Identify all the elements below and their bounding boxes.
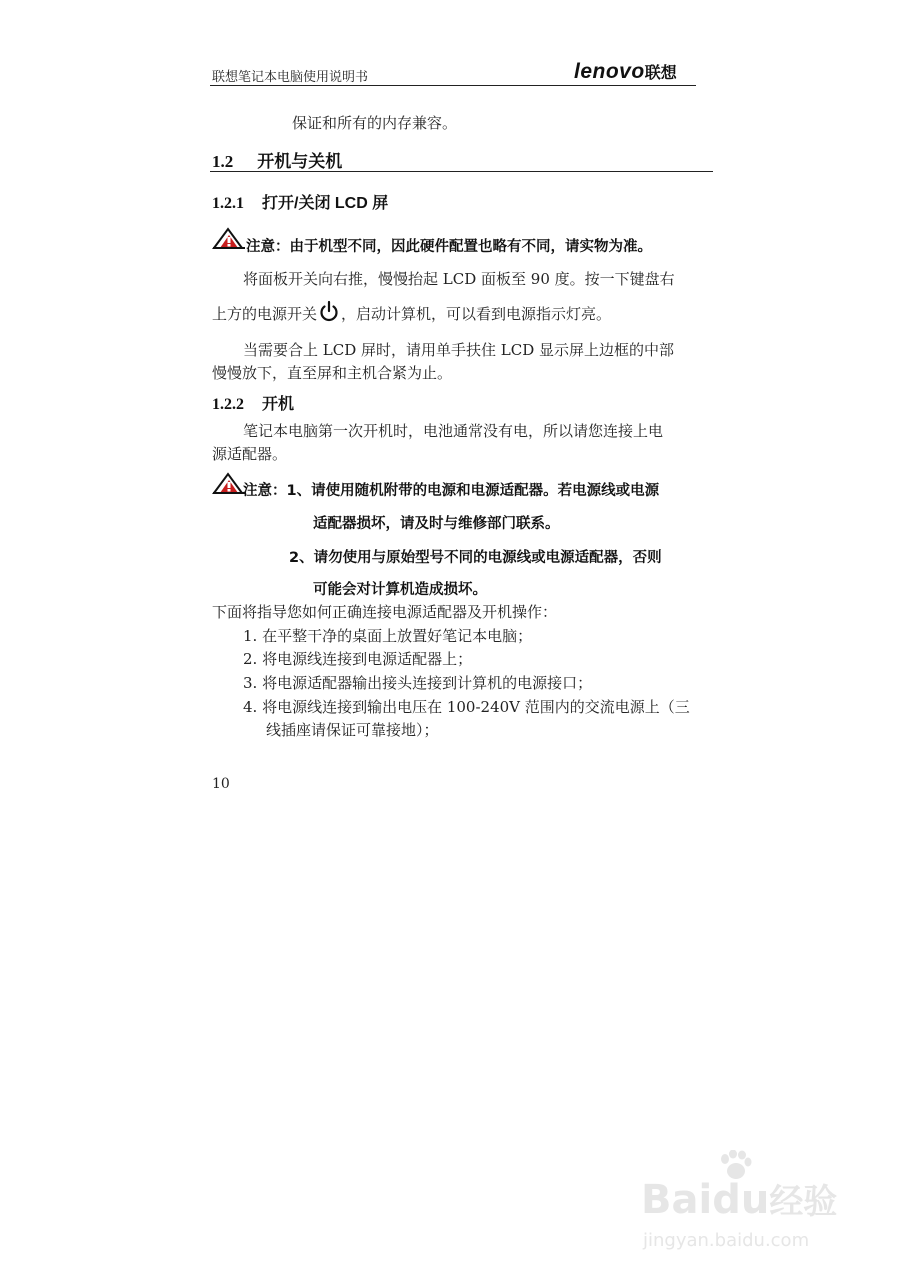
step-2: 2. 将电源线连接到电源适配器上； [243, 650, 473, 668]
note-2-line-2: 适配器损坏，请及时与维修部门联系。 [313, 516, 560, 532]
step-3: 3. 将电源适配器输出接头连接到计算机的电源接口； [243, 674, 593, 692]
paragraph-1-line-1: 将面板开关向右推，慢慢抬起 LCD 面板至 90 度。按一下键盘右 [243, 270, 675, 288]
paragraph-2-line-2: 慢慢放下，直至屏和主机合紧为止。 [212, 364, 453, 382]
note-2-line-4: 可能会对计算机造成损坏。 [313, 582, 487, 598]
baidu-brand-cn: 经验 [769, 1182, 838, 1222]
paragraph-3-line-2: 源适配器。 [212, 445, 288, 463]
running-header-title: 联想笔记本电脑使用说明书 [212, 70, 369, 85]
note-2-line-3: 2、请勿使用与原始型号不同的电源线或电源适配器，否则 [289, 550, 662, 566]
power-icon [318, 300, 340, 322]
subsection-number-1: 1.2.1 [212, 195, 244, 212]
baidu-watermark [641, 1150, 861, 1260]
steps-intro: 下面将指导您如何正确连接电源适配器及开机操作： [212, 603, 558, 621]
paragraph-1-line-2a: 上方的电源开关 [212, 305, 318, 323]
warning-icon [212, 227, 246, 249]
logo-cn-text: 联想 [644, 65, 677, 82]
baidu-brand-b: du [712, 1177, 770, 1223]
paragraph-1-line-2b: ，启动计算机，可以看到电源指示灯亮。 [341, 305, 612, 323]
logo-text: lenovo [574, 60, 645, 83]
paragraph-2-line-1: 当需要合上 LCD 屏时，请用单手扶住 LCD 显示屏上边框的中部 [243, 341, 675, 359]
note-2-line-1: 注意：1、请使用随机附带的电源和电源适配器。若电源线或电源 [243, 483, 660, 499]
subsection-title-2: 开机 [262, 396, 295, 413]
warning-icon [212, 472, 246, 494]
subsection-heading-1 [212, 190, 388, 213]
section-rule [210, 171, 713, 172]
note-1: 注意：由于机型不同，因此硬件配置也略有不同，请实物为准。 [246, 239, 652, 255]
step-4-continued: 线插座请保证可靠接地）； [266, 721, 439, 739]
section-heading [212, 147, 342, 172]
step-1: 1. 在平整干净的桌面上放置好笔记本电脑； [243, 627, 533, 645]
header-rule [210, 85, 696, 86]
section-number: 1.2 [212, 152, 234, 171]
lenovo-logo [574, 60, 677, 84]
continuation-line: 保证和所有的内存兼容。 [292, 114, 458, 132]
baidu-wordmark [641, 1174, 837, 1223]
paragraph-1-line-2 [212, 300, 611, 324]
section-title: 开机与关机 [257, 152, 343, 171]
step-4: 4. 将电源线连接到输出电压在 100-240V 范围内的交流电源上（三 [243, 698, 690, 716]
baidu-url: jingyan.baidu.com [643, 1230, 810, 1251]
baidu-brand-a: Bai [641, 1177, 713, 1223]
subsection-heading-2 [212, 391, 294, 414]
page-number: 10 [212, 776, 230, 792]
subsection-number-2: 1.2.2 [212, 396, 244, 413]
subsection-title-1: 打开/关闭 LCD 屏 [262, 195, 389, 212]
paragraph-3-line-1: 笔记本电脑第一次开机时，电池通常没有电，所以请您连接上电 [243, 422, 664, 440]
